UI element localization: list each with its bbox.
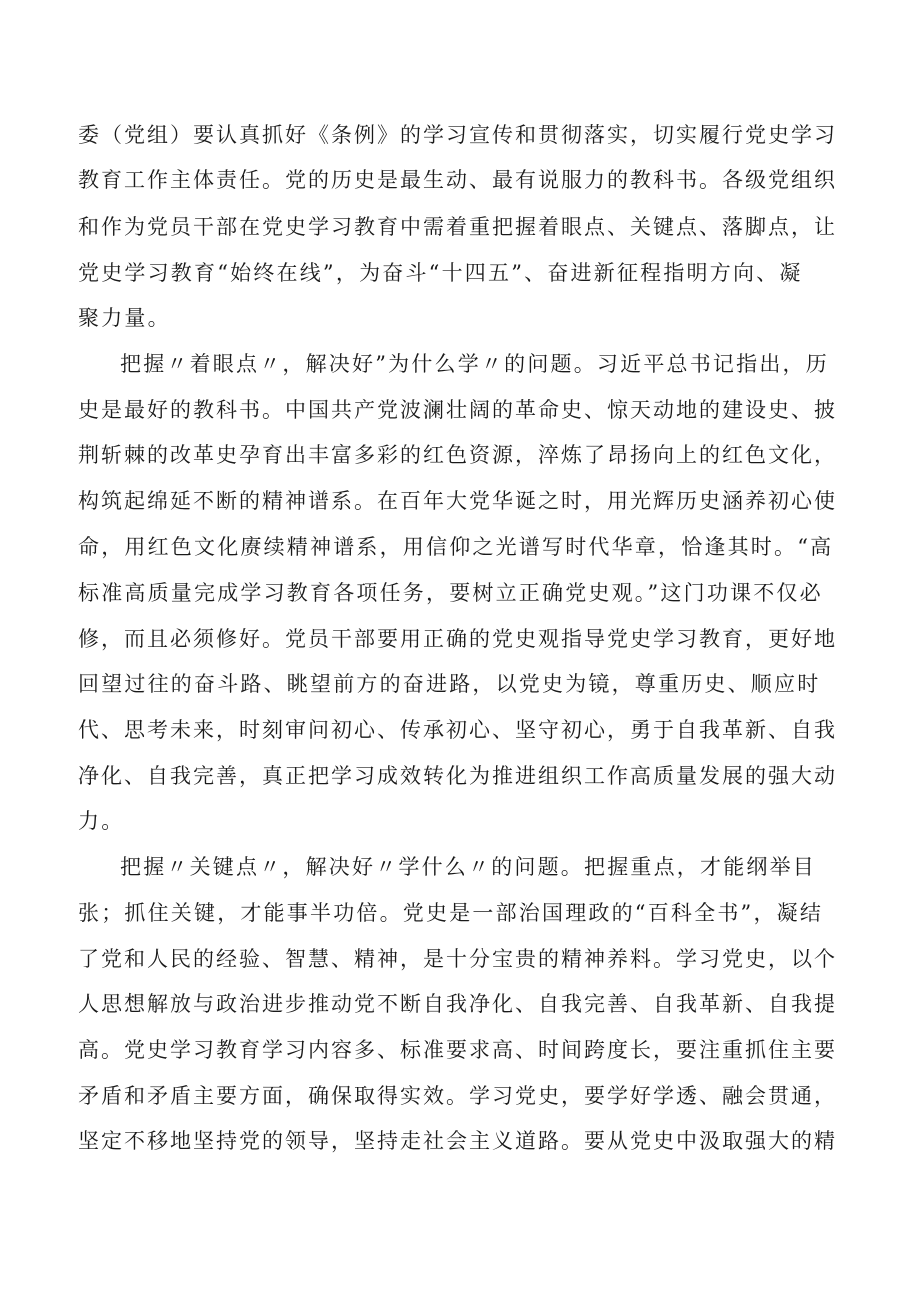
text-line: 回望过往的奋斗路、眺望前方的奋进路，以党史为镜，尊重历史、顺应时 xyxy=(78,672,821,696)
text-line: 矛盾和矛盾主要方面，确保取得实效。学习党史，要学好学透、融会贯通， xyxy=(78,1084,837,1108)
text-line: 教育工作主体责任。党的历史是最生动、最有说服力的教科书。各级党组织 xyxy=(78,168,837,192)
text-line: 修，而且必须修好。党员干部要用正确的党史观指导党史学习教育，更好地 xyxy=(78,627,837,651)
text-line: 坚定不移地坚持党的领导，坚持走社会主义道路。要从党史中汲取强大的精 xyxy=(78,1129,837,1153)
text-line: 党史学习教育“始终在线”，为奋斗“十四五”、奋进新征程指明方向、凝 xyxy=(78,261,803,285)
text-line: 了党和人民的经验、智慧、精神，是十分宝贵的精神养料。学习党史，以个 xyxy=(78,947,837,971)
paragraph-heading-line: 把握〃着眼点〃，解决好”为什么学〃的问题。习近平总书记指出，历 xyxy=(120,352,829,376)
text-line: 和作为党员干部在党史学习教育中需着重把握着眼点、关键点、落脚点，让 xyxy=(78,215,837,239)
text-line: 委（党组）要认真抓好《条例》的学习宣传和贯彻落实，切实履行党史学习 xyxy=(78,123,837,147)
text-line: 人思想解放与政治进步推动党不断自我净化、自我完善、自我革新、自我提 xyxy=(78,992,837,1016)
text-line: 代、思考未来，时刻审问初心、传承初心、坚守初心，勇于自我革新、自我 xyxy=(78,718,837,742)
text-line: 构筑起绵延不断的精神谱系。在百年大党华诞之时，用光辉历史涵养初心使 xyxy=(78,489,837,513)
text-line: 力。 xyxy=(78,809,125,833)
text-line: 张；抓住关键，才能事半功倍。党史是一部治国理政的“百科全书”，凝结 xyxy=(78,901,824,925)
text-line: 标准高质量完成学习教育各项任务，要树立正确党史观。”这门功课不仅必 xyxy=(78,581,823,605)
text-line: 命，用红色文化赓续精神谱系，用信仰之光谱写时代华章，恰逢其时。“高 xyxy=(78,535,834,559)
paragraph-heading-line: 把握〃关键点〃，解决好〃学什么〃的问题。把握重点，才能纲举目 xyxy=(120,855,816,879)
text-line: 高。党史学习教育学习内容多、标准要求高、时间跨度长，要注重抓住主要 xyxy=(78,1038,837,1062)
text-line: 聚力量。 xyxy=(78,306,171,330)
text-line: 净化、自我完善，真正把学习成效转化为推进组织工作高质量发展的强大动 xyxy=(78,764,837,788)
text-line: 荆斩棘的改革史孕育出丰富多彩的红色资源，淬炼了昂扬向上的红色文化， xyxy=(78,443,837,467)
text-line: 史是最好的教科书。中国共产党波澜壮阔的革命史、惊天动地的建设史、披 xyxy=(78,398,837,422)
